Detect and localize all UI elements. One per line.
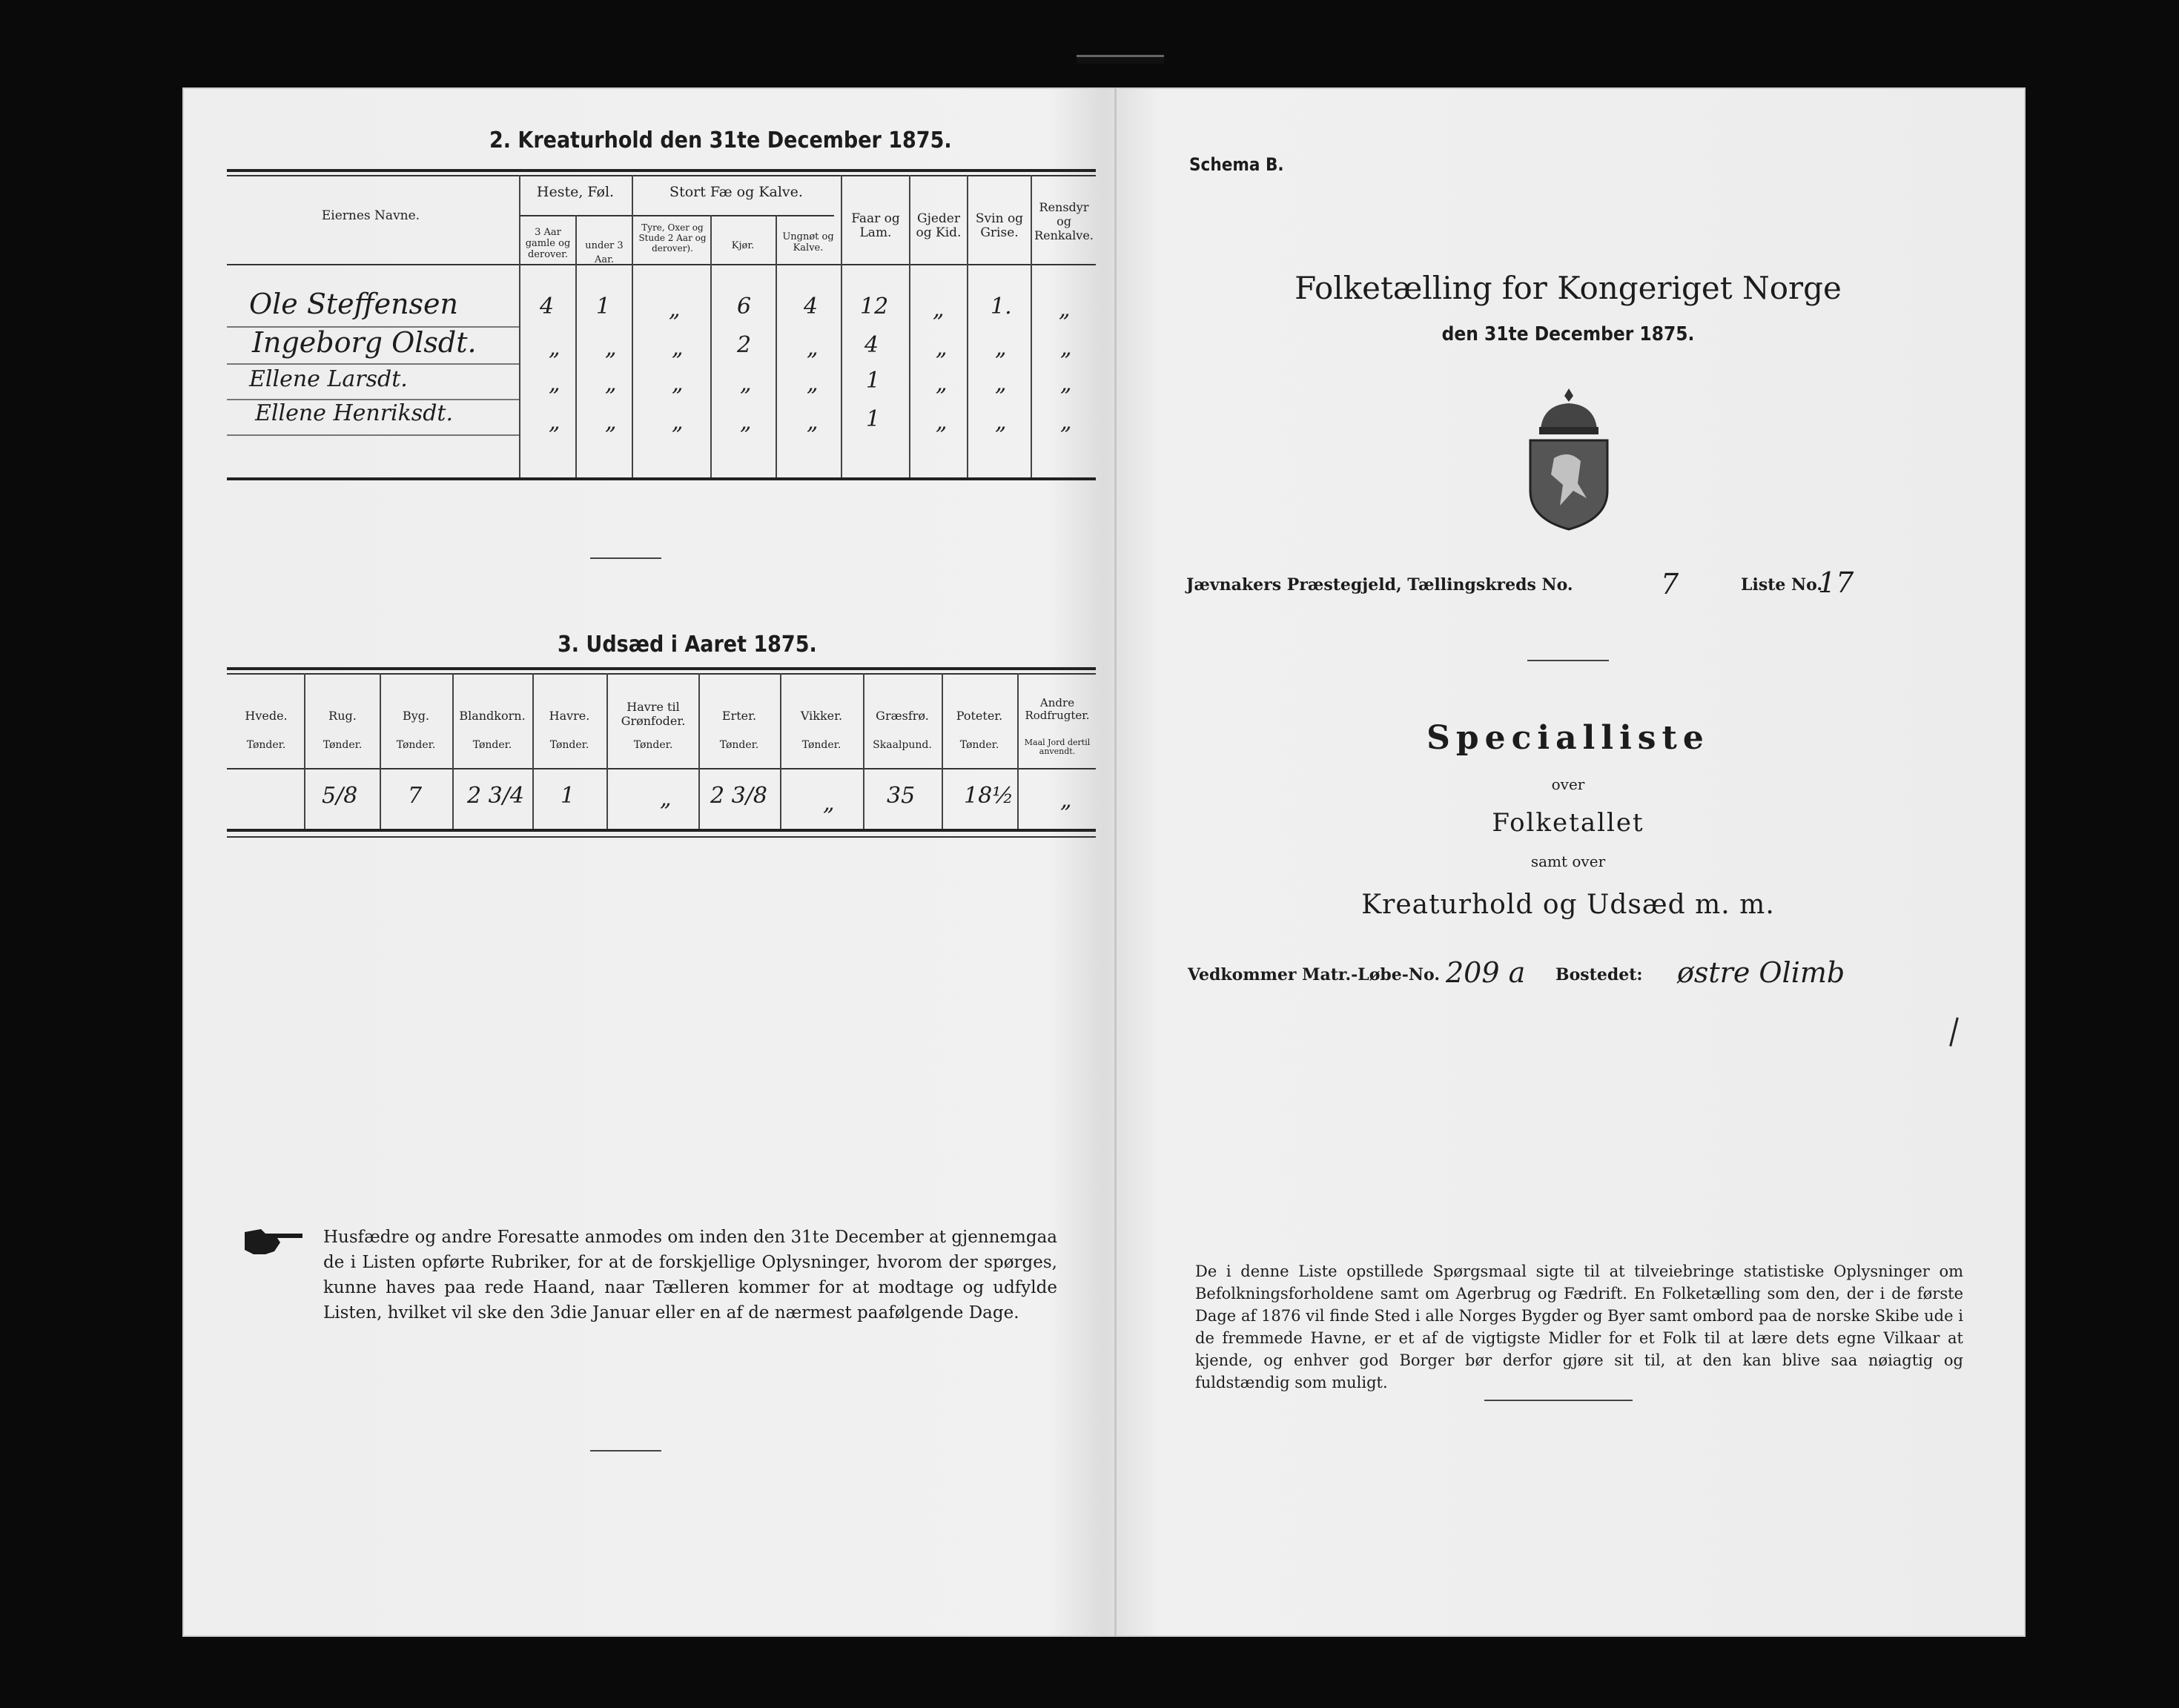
- crop-value: 5/8: [322, 783, 358, 809]
- cell: „: [995, 371, 1007, 397]
- crop-unit: Tønder.: [719, 739, 759, 751]
- parish-label: Jævnakers Præstegjeld, Tællingskreds No.: [1186, 575, 1573, 595]
- cell: 1.: [991, 294, 1012, 320]
- crop-value: 18½: [964, 783, 1014, 809]
- cell: „: [549, 371, 561, 397]
- table3-header-rule: [227, 768, 1096, 769]
- header-cattle-bulls: Tyre, Oxer og Stude 2 Aar og derover).: [638, 222, 707, 254]
- right-separator: [1527, 660, 1609, 661]
- row-rule: [227, 363, 519, 365]
- crop-header: Græsfrø.: [876, 709, 929, 723]
- list-number: 17: [1818, 566, 1854, 599]
- crop-value: 7: [408, 783, 423, 809]
- crop-header: Rug.: [328, 709, 357, 723]
- cell: 4: [804, 294, 819, 320]
- table2-top-rule-inner: [227, 175, 1096, 176]
- cell: 4: [540, 294, 555, 320]
- bottom-rule-right: [1484, 1400, 1633, 1401]
- coat-of-arms-icon: [1521, 387, 1616, 532]
- cell: „: [605, 371, 617, 397]
- cell: „: [995, 335, 1007, 361]
- pointing-hand-icon: [243, 1225, 305, 1259]
- cell: „: [549, 409, 561, 435]
- crop-unit: Skaalpund.: [873, 739, 932, 751]
- table2-top-rule: [227, 169, 1096, 172]
- cell: 1: [866, 368, 881, 394]
- header-cattle-cows: Kjør.: [731, 240, 755, 251]
- crop-header: Blandkorn.: [459, 709, 526, 723]
- matr-label: Vedkommer Matr.-Løbe-No.: [1188, 965, 1440, 984]
- crop-unit: Tønder.: [959, 739, 999, 751]
- over-text: over: [1551, 775, 1585, 793]
- bosted-value: østre Olimb: [1677, 956, 1845, 989]
- crop-unit: Tønder.: [549, 739, 589, 751]
- explanatory-note: De i denne Liste opstillede Spørgsmaal sigte til at tilveiebringe statistiske Oplysninger om Befolkningsforholdene samt om Agerbrug og Fædrift. En Folketælling som den, der i de første Dage af 1876 vil finde Sted i alle Norges Bygder og Byer samt ombord paa de norske Skibe ude i de fremmede Havne, er et af de vigtigste Midler for et Folk til at lære dets egne Vilkaar at kjende, og enhver god Borger bør derfor gjøre sit til, at den kan blive saa nøiagtig og fuldstændig som muligt.: [1195, 1262, 1963, 1391]
- owner-name: Ole Steffensen: [249, 288, 459, 320]
- header-horses-young: under 3 Aar.: [585, 240, 624, 265]
- table3-bottom-rule: [227, 829, 1096, 832]
- table2-subheader-rule: [519, 215, 834, 216]
- page-fold: [1114, 87, 1117, 1637]
- census-title: Folketælling for Kongeriget Norge: [1294, 270, 1842, 306]
- crop-header: Byg.: [402, 709, 430, 723]
- matr-number: 209 a: [1446, 956, 1526, 989]
- header-horses-old: 3 Aar gamle og derover.: [525, 227, 571, 260]
- list-label: Liste No.: [1741, 575, 1823, 595]
- cell: „: [936, 371, 948, 397]
- folketallet-text: Folketallet: [1492, 808, 1644, 838]
- cell: 12: [860, 294, 889, 320]
- cell: „: [740, 409, 752, 435]
- cell: „: [672, 409, 684, 435]
- crop-value: „: [823, 790, 835, 816]
- cell: 6: [737, 294, 752, 320]
- crop-unit: Tønder.: [396, 739, 436, 751]
- census-date: den 31te December 1875.: [1441, 323, 1695, 345]
- cell: „: [605, 409, 617, 435]
- cell: „: [605, 335, 617, 361]
- header-owner: Eiernes Navne.: [321, 208, 420, 223]
- cell: „: [672, 335, 684, 361]
- crop-header: Havre.: [549, 709, 590, 723]
- crop-header: Poteter.: [956, 709, 1003, 723]
- cell: „: [936, 409, 948, 435]
- table2-col-line: [632, 175, 633, 477]
- cell: 1: [596, 294, 611, 320]
- binding-tab: [1077, 55, 1164, 64]
- cell: „: [1059, 297, 1071, 322]
- samt-over-text: samt over: [1530, 853, 1606, 870]
- cell: „: [807, 335, 819, 361]
- crop-header: Havre til Grønfoder.: [621, 700, 686, 728]
- header-horses: Heste, Føl.: [536, 184, 615, 200]
- header-reindeer: Rensdyr og Renkalve.: [1034, 200, 1094, 242]
- cell: „: [1060, 371, 1072, 397]
- crop-value: 1: [561, 783, 575, 809]
- crop-unit: Tønder.: [801, 739, 841, 751]
- crop-value: „: [1060, 787, 1072, 813]
- cell: „: [549, 335, 561, 361]
- table3-top-rule: [227, 667, 1096, 670]
- cell: „: [1060, 409, 1072, 435]
- table3-top-rule-inner: [227, 673, 1096, 675]
- crop-header: Erter.: [721, 709, 757, 723]
- crop-value: 35: [887, 783, 916, 809]
- table2-header-rule: [227, 264, 1096, 265]
- notice-text: Husfædre og andre Foresatte anmodes om inden den 31te December at gjennemgaa de i Listen opførte Rubriker, for at de forskjellige Oplysninger, hvorom der spørges, kunne haves paa rede Haand, naar Tælleren kommer for at modtage og udfylde Listen, hvilket vil ske den 3die Januar eller en af de nærmest paafølgende Dage.: [323, 1228, 1057, 1323]
- owner-name: Ingeborg Olsdt.: [252, 326, 477, 359]
- cell: 4: [864, 332, 879, 358]
- district-number: 7: [1661, 568, 1679, 600]
- crop-value: 2 3/8: [710, 783, 767, 809]
- crop-value: 2 3/4: [467, 783, 524, 809]
- header-goats: Gjeder og Kid.: [916, 211, 962, 240]
- row-rule: [227, 434, 519, 436]
- kreaturhold-text: Kreaturhold og Udsæd m. m.: [1361, 890, 1775, 920]
- crop-unit: Tønder.: [323, 739, 363, 751]
- table2-col-line: [710, 215, 712, 477]
- section2-title: 2. Kreaturhold den 31te December 1875.: [489, 128, 952, 153]
- separator-rule: [590, 557, 661, 559]
- bottom-rule-left: [590, 1450, 661, 1452]
- schema-label: Schema B.: [1189, 154, 1284, 175]
- cell: „: [1060, 335, 1072, 361]
- section3-title: 3. Udsæd i Aaret 1875.: [558, 632, 817, 658]
- cell: „: [740, 371, 752, 397]
- table2-col-line: [519, 175, 520, 477]
- header-cattle-young: Ungnøt og Kalve.: [782, 231, 834, 254]
- header-pigs: Svin og Grise.: [975, 211, 1024, 240]
- cell: „: [995, 409, 1007, 435]
- crop-value: „: [660, 786, 672, 812]
- crop-unit: Tønder.: [472, 739, 512, 751]
- special-list-heading: Specialliste: [1426, 719, 1710, 757]
- header-sheep: Faar og Lam.: [851, 211, 900, 240]
- table2-bottom-rule: [227, 477, 1096, 480]
- crop-header: Vikker.: [800, 709, 843, 723]
- crop-unit: Maal Jord dertil anvendt.: [1024, 738, 1091, 756]
- header-cattle: Stort Fæ og Kalve.: [669, 184, 803, 200]
- crop-header: Andre Rodfrugter.: [1025, 696, 1090, 722]
- cell: „: [936, 335, 948, 361]
- table3-bottom-rule-inner: [227, 836, 1096, 838]
- crop-header: Hvede.: [245, 709, 288, 723]
- bosted-label: Bostedet:: [1555, 965, 1643, 984]
- owner-name: Ellene Larsdt.: [249, 366, 408, 392]
- cell: „: [933, 297, 945, 322]
- cell: „: [669, 297, 681, 322]
- cell: 1: [866, 406, 881, 432]
- cell: 2: [737, 332, 752, 358]
- owner-name: Ellene Henriksdt.: [255, 400, 453, 426]
- cell: „: [672, 371, 684, 397]
- cell: „: [807, 409, 819, 435]
- crop-unit: Tønder.: [633, 739, 673, 751]
- table2-col-line: [776, 215, 777, 477]
- cell: „: [807, 371, 819, 397]
- crop-unit: Tønder.: [246, 739, 286, 751]
